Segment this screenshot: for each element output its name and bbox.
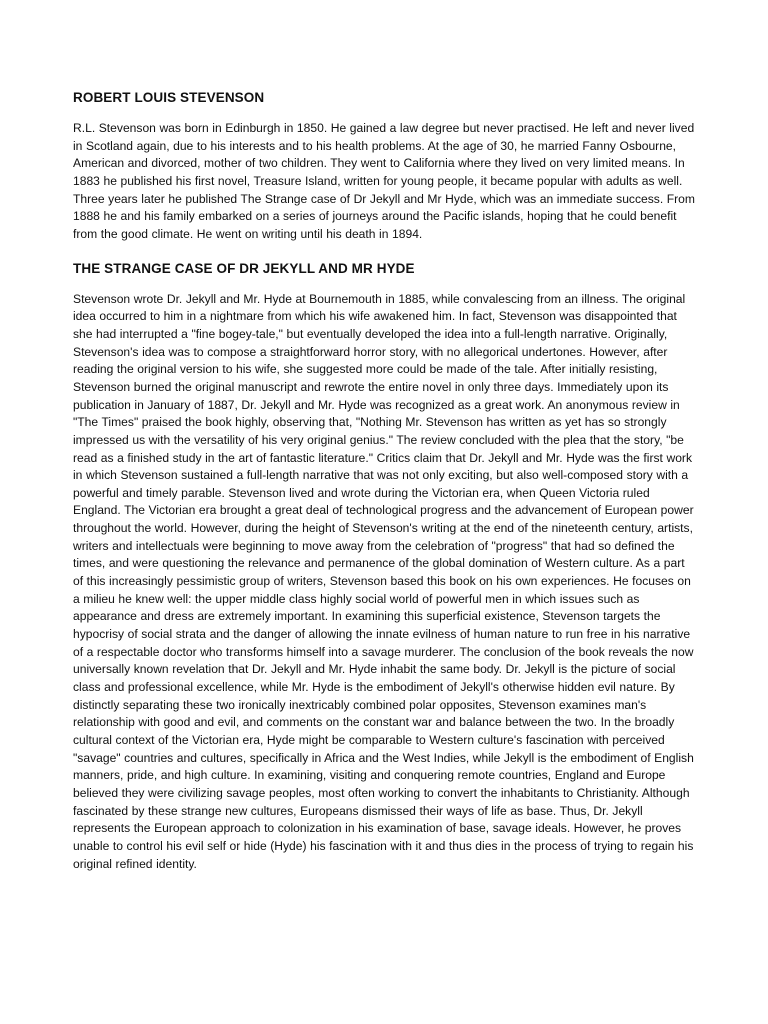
biography-paragraph: R.L. Stevenson was born in Edinburgh in 1850. He gained a law degree but never practised. He left and never lived in Scotland again, due to his interests and to his health problems. At the age of 30, he married Fanny Osbourne, American and divorced, mother of two children. They went to California where they lived on very limited means. In 1883 he published his first novel, Treasure Island, written for young people, it became popular with adults as well. Three years later he published The Strange case of Dr Jekyll and Mr Hyde, which was an immediate success. From 1888 he and his family embarked on a series of journeys around the Pacific islands, hoping that he could benefit from the good climate. He went on writing until his death in 1894. [73,121,695,241]
section-paragraph: Stevenson wrote Dr. Jekyll and Mr. Hyde at Bournemouth in 1885, while convalescing from an illness. The original idea occurred to him in a nightmare from which his wife awakened him. In fact, Stevenson was disappointed that she had interrupted a "fine bogey-tale," but eventually developed the idea into a full-length narrative. Originally, Stevenson's idea was to compose a straightforward horror story, with no allegorical undertones. However, after reading the original version to his wife, she suggested more could be made of the tale. After initially resisting, Stevenson burned the original manuscript and rewrote the entire novel in only three days. Immediately upon its publication in January of 1887, Dr. Jekyll and Mr. Hyde was recognized as a great work. An anonymous review in "The Times" praised the book highly, observing that, "Nothing Mr. Stevenson has written as yet has so strongly impressed us with the versatility of his very original genius." The review concluded with the plea that the story, "be read as a finished study in the art of fantastic literature." Critics claim that Dr. Jekyll and Mr. Hyde was the first work in which Stevenson sustained a full-length narrative that was not only exciting, but also well-composed story with a powerful and timely parable. Stevenson lived and wrote during the Victorian era, when Queen Victoria ruled England. The Victorian era brought a great deal of technological progress and the advancement of European power throughout the world. However, during the height of Stevenson's writing at the end of the nineteenth century, artists, writers and intellectuals were beginning to move away from the celebration of "progress" that had so defined the times, and were questioning the relevance and permanence of the global domination of Western culture. As a part of this increasingly pessimistic group of writers, Stevenson based this book on his own experiences. He focuses on a milieu he knew well: the upper middle class highly social world of powerful men in which issues such as appearance and dress are extremely important. In examining this superficial existence, Stevenson targets the hypocrisy of social strata and the danger of allowing the innate evilness of human nature to run free in his narrative of a respectable doctor who transforms himself into a savage murderer. The conclusion of the book reveals the now universally known revelation that Dr. Jekyll and Mr. Hyde inhabit the same body. Dr. Jekyll is the picture of social class and professional excellence, while Mr. Hyde is the embodiment of Jekyll's otherwise hidden evil nature. By distinctly separating these two ironically inextricably combined polar opposites, Stevenson examines man's relationship with good and evil, and comments on the constant war and balance between the two. In the broadly cultural context of the Victorian era, Hyde might be comparable to Western culture's fascination with perceived "savage" countries and cultures, specifically in Africa and the West Indies, while Jekyll is the embodiment of English manners, pride, and high culture. In examining, visiting and conquering remote countries, England and Europe believed they were civilizing savage peoples, most often working to convert the inhabitants to Christianity. Although fascinated by these strange new cultures, Europeans dismissed their ways of life as base. Thus, Dr. Jekyll represents the European approach to colonization in his examination of base, savage ideals. However, he proves unable to control his evil self or hide (Hyde) his fascination with it and thus dies in the process of trying to regain his original refined identity. [73,291,694,871]
section-title: THE STRANGE CASE OF DR JEKYLL AND MR HYDE [73,260,415,276]
document-title: ROBERT LOUIS STEVENSON [73,90,265,105]
document-page [73,90,695,873]
